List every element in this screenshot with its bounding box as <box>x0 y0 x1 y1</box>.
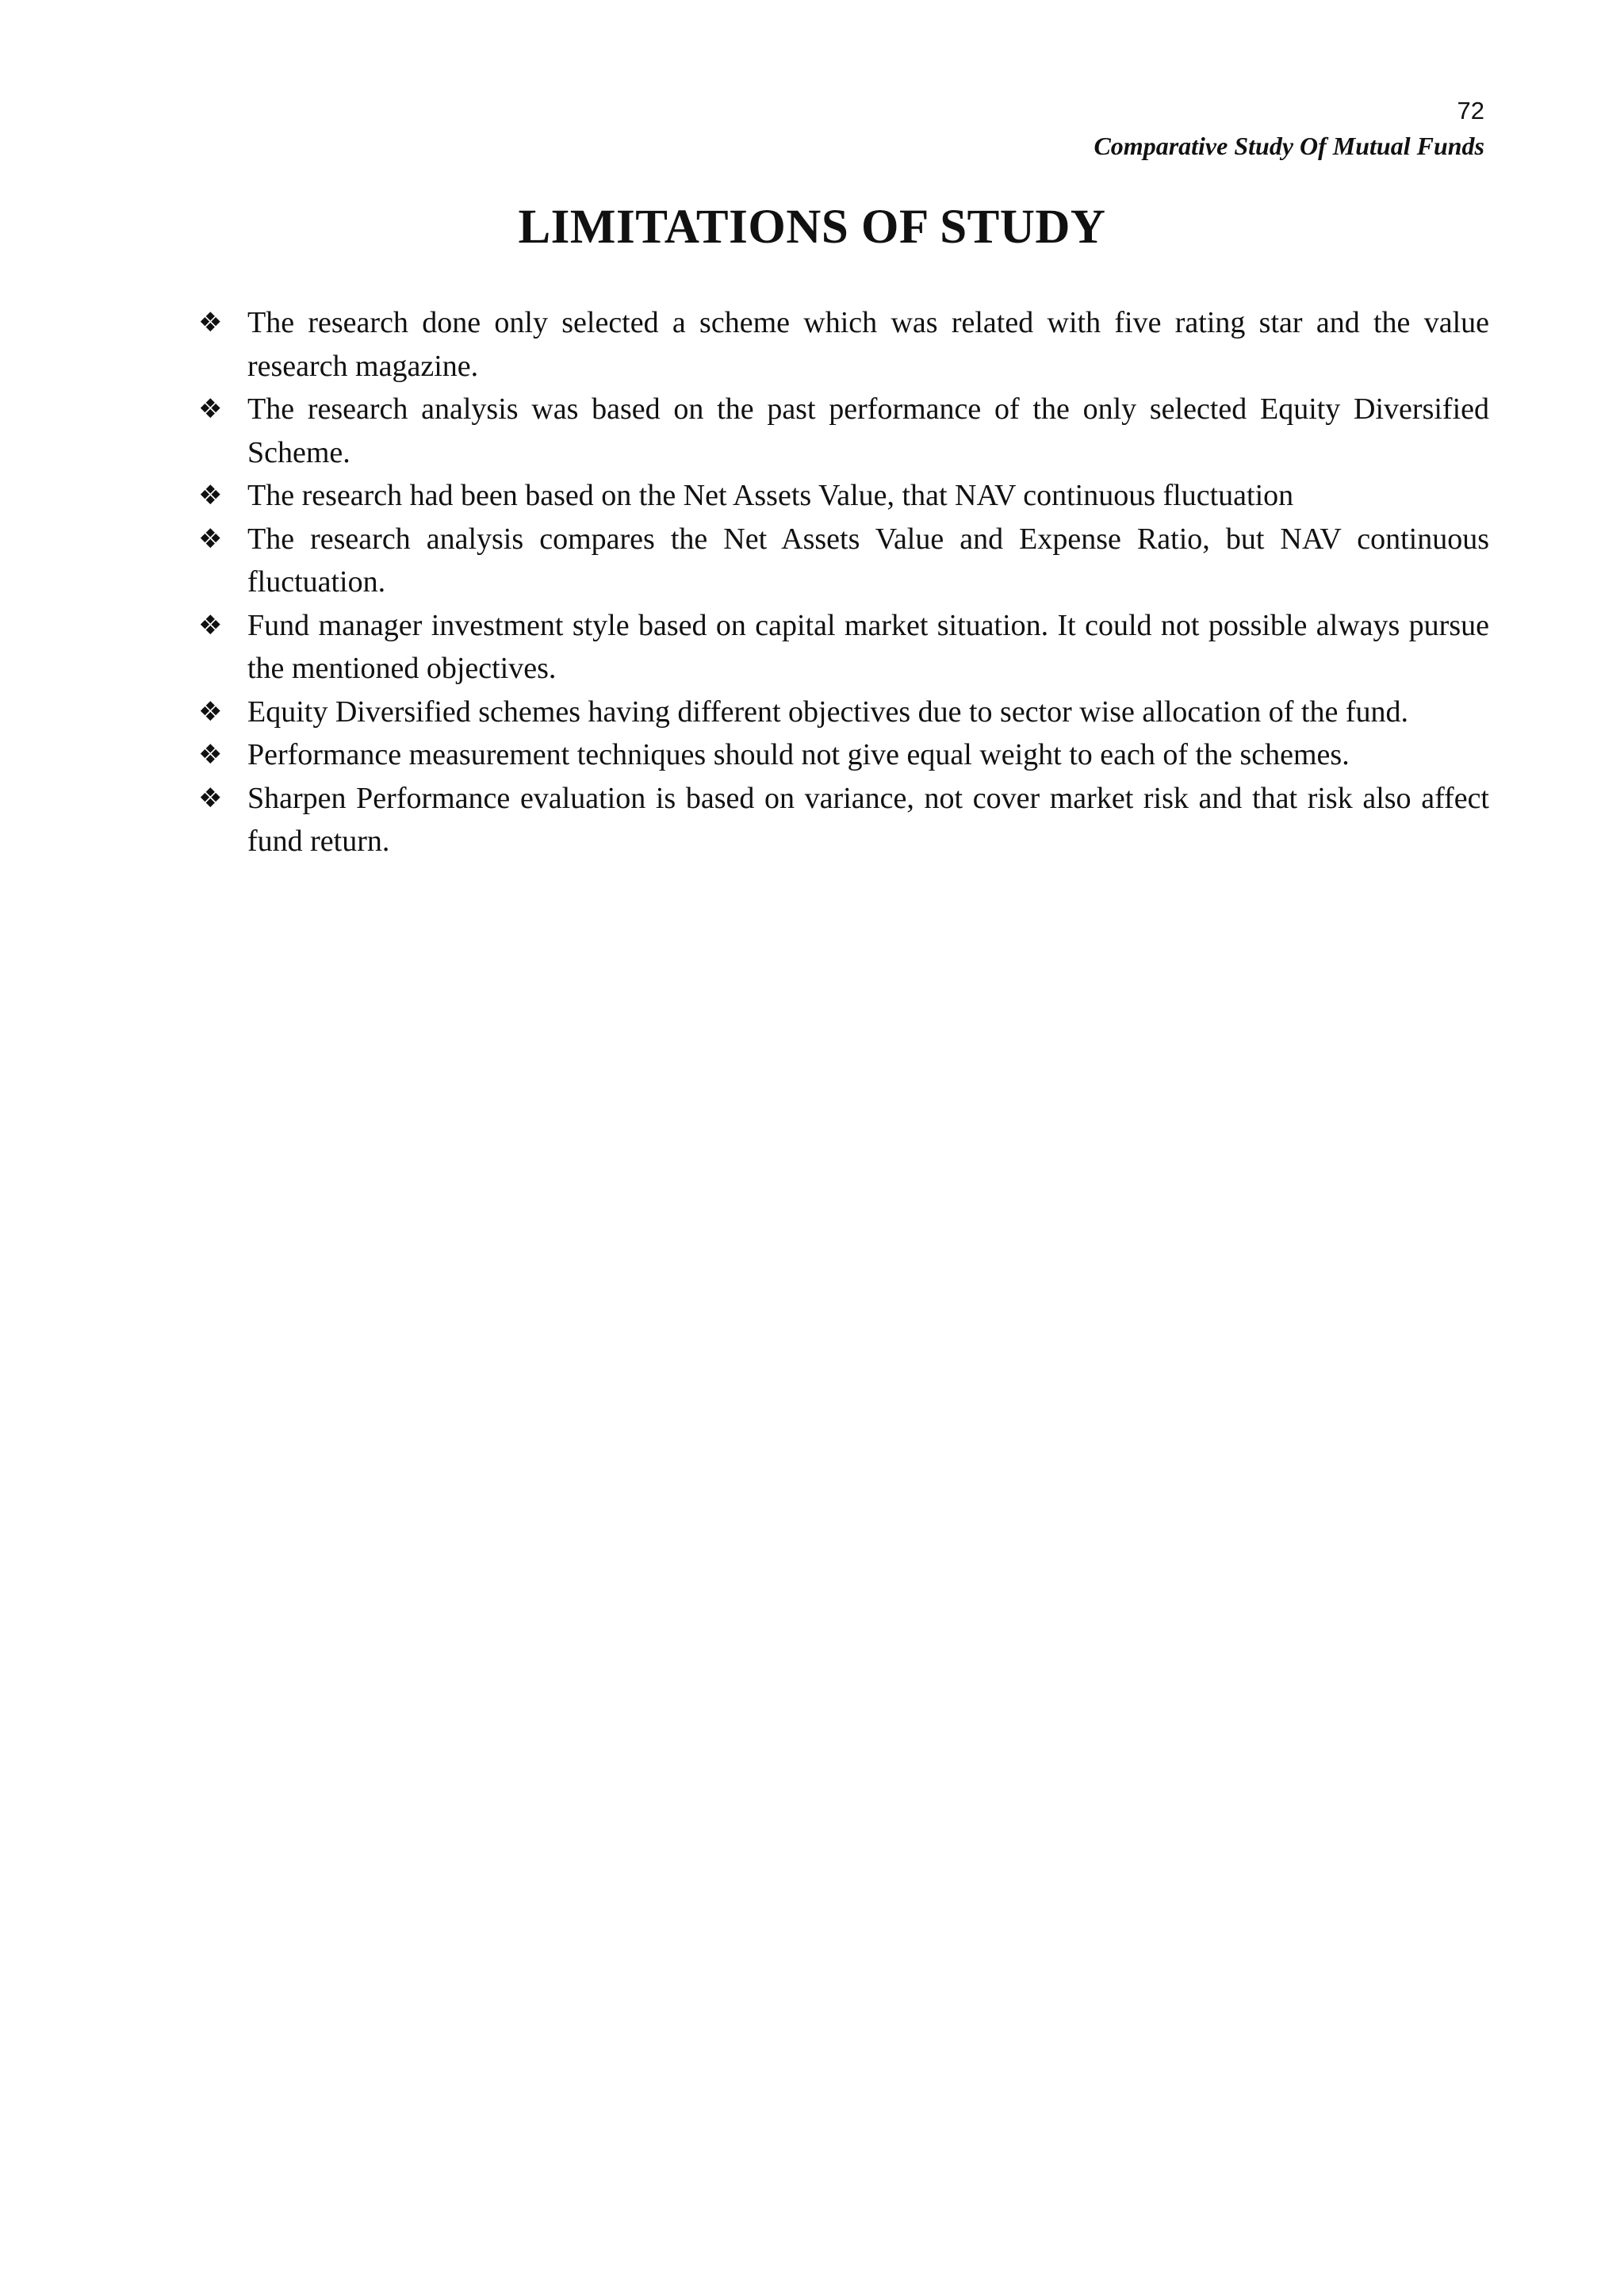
running-header: Comparative Study Of Mutual Funds <box>1094 132 1484 160</box>
limitation-text: The research had been based on the Net Assets Value, that NAV continuous fluctuation <box>247 479 1294 512</box>
diamond-bullet-icon: ❖ <box>198 782 223 814</box>
limitation-item <box>198 518 1489 604</box>
limitation-item <box>198 604 1489 691</box>
limitation-text: Sharpen Performance evaluation is based on variance, not cover market risk and that risk also affect fund return. <box>247 781 1489 858</box>
limitation-text: Equity Diversified schemes having different objectives due to sector wise allocation of the fund. <box>247 695 1408 729</box>
limitation-text: The research analysis was based on the past performance of the only selected Equity Diversified Scheme. <box>247 392 1489 469</box>
limitations-list <box>198 301 1489 863</box>
page-title: LIMITATIONS OF STUDY <box>518 201 1106 254</box>
limitation-item <box>198 474 1489 518</box>
limitation-text: The research analysis compares the Net Assets Value and Expense Ratio, but NAV continuous fluctuation. <box>247 522 1489 599</box>
diamond-bullet-icon: ❖ <box>198 522 223 555</box>
limitation-item <box>198 691 1489 734</box>
diamond-bullet-icon: ❖ <box>198 739 223 771</box>
diamond-bullet-icon: ❖ <box>198 307 223 339</box>
diamond-bullet-icon: ❖ <box>198 695 223 728</box>
limitation-item <box>198 777 1489 863</box>
limitation-item <box>198 388 1489 474</box>
diamond-bullet-icon: ❖ <box>198 393 223 425</box>
limitation-text: The research done only selected a scheme which was related with five rating star and the value research magazine. <box>247 306 1489 383</box>
limitation-text: Performance measurement techniques should not give equal weight to each of the schemes. <box>247 738 1350 771</box>
diamond-bullet-icon: ❖ <box>198 480 223 511</box>
limitation-item <box>198 301 1489 388</box>
limitation-text: Fund manager investment style based on capital market situation. It could not possible always pursue the mentioned objectives. <box>247 608 1489 685</box>
diamond-bullet-icon: ❖ <box>198 609 223 641</box>
page-number: 72 <box>1457 97 1484 124</box>
limitation-item <box>198 733 1489 777</box>
